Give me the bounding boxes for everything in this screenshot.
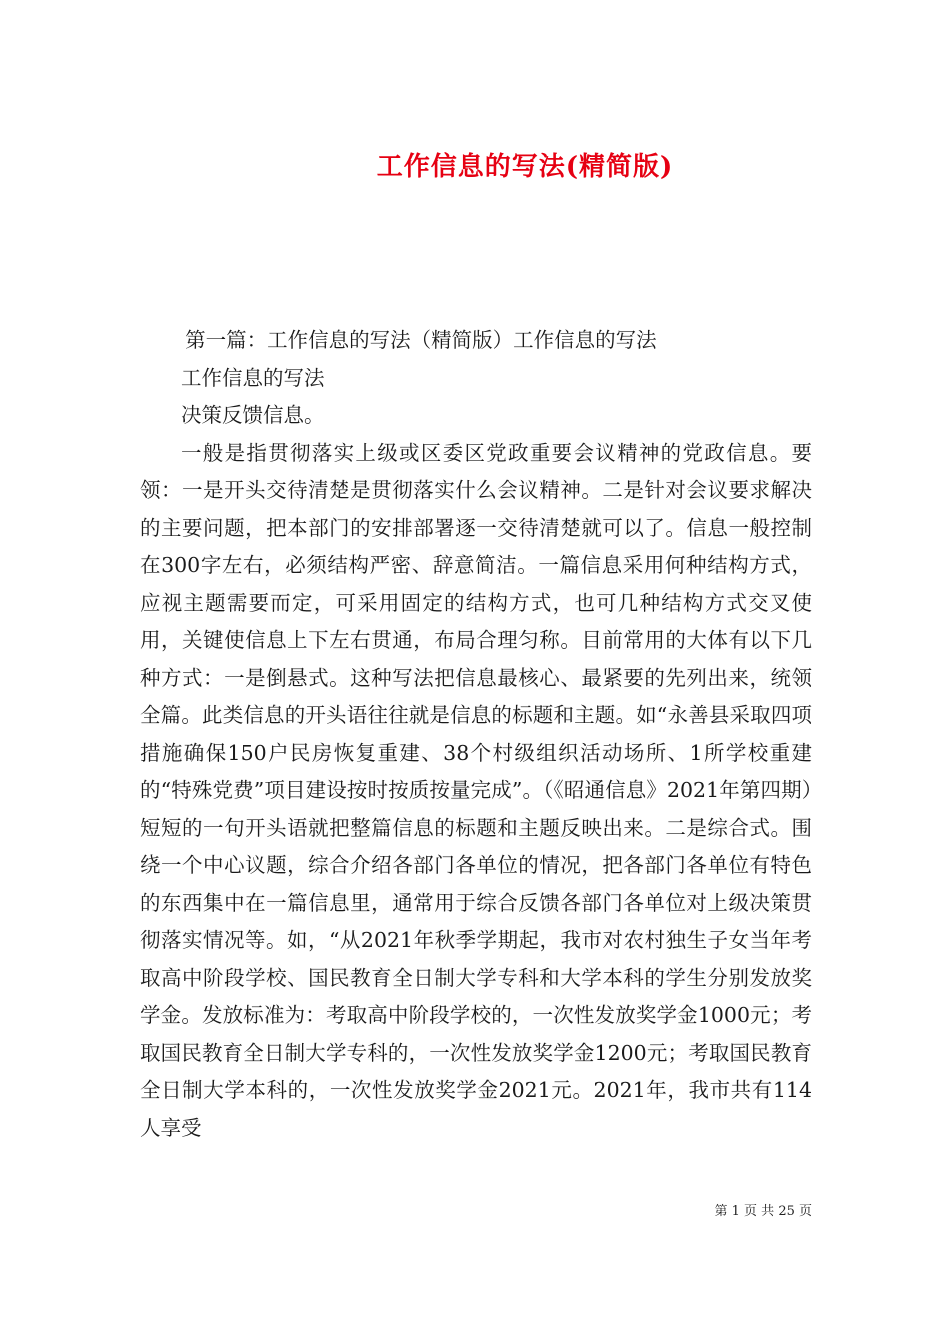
page-number: 第 1 页 共 25 页 [714, 1204, 812, 1219]
paragraph: 第一篇：工作信息的写法（精简版）工作信息的写法 [185, 328, 657, 352]
paragraph: 工作信息的写法 [181, 365, 325, 390]
paragraph: 决策反馈信息。 [181, 403, 325, 427]
document-body [140, 322, 812, 1147]
document-title: 工作信息的写法(精简版) [376, 152, 674, 183]
paragraph: 一般是指贯彻落实上级或区委区党政重要会议精神的党政信息。要领：一是开头交待清楚是贯彻落实什么会议精神。二是针对会议要求解决的主要问题，把本部门的安排部署逐一交待清楚就可以了。信息一般控制在300字左右，必须结构严密、辞意简洁。一篇信息采用何种结构方式，应视主题需要而定，可采用固定的结构方式，也可几种结构方式交叉使用，关键使信息上下左右贯通，布局合理匀称。目前常用的大体有以下几种方式：一是倒悬式。这种写法把信息最核心、最紧要的先列出来，统领全篇。此类信息的开头语往往就是信息的标题和主题。如“永善县采取四项措施确保150户民房恢复重建、38个村级组织活动场所、1所学校重建的“特殊党费”项目建设按时按质按量完成”。（《昭通信息》2021年第四期）短短的一句开头语就把整篇信息的标题和主题反映出来。二是综合式。围绕一个中心议题，综合介绍各部门各单位的情况，把各部门各单位有特色的东西集中在一篇信息里，通常用于综合反馈各部门各单位对上级决策贯彻落实情况等。如，“从2021年秋季学期起，我市对农村独生子女当年考取高中阶段学校、国民教育全日制大学专科和大学本科的学生分别发放奖学金。发放标准为：考取高中阶段学校的，一次性发放奖学金1000元；考取国民教育全日制大学专科的，一次性发放奖学金1200元；考取国民教育全日制大学本科的，一次性发放奖学金2021元。2021年，我市共有114人享受 [140, 440, 812, 1140]
